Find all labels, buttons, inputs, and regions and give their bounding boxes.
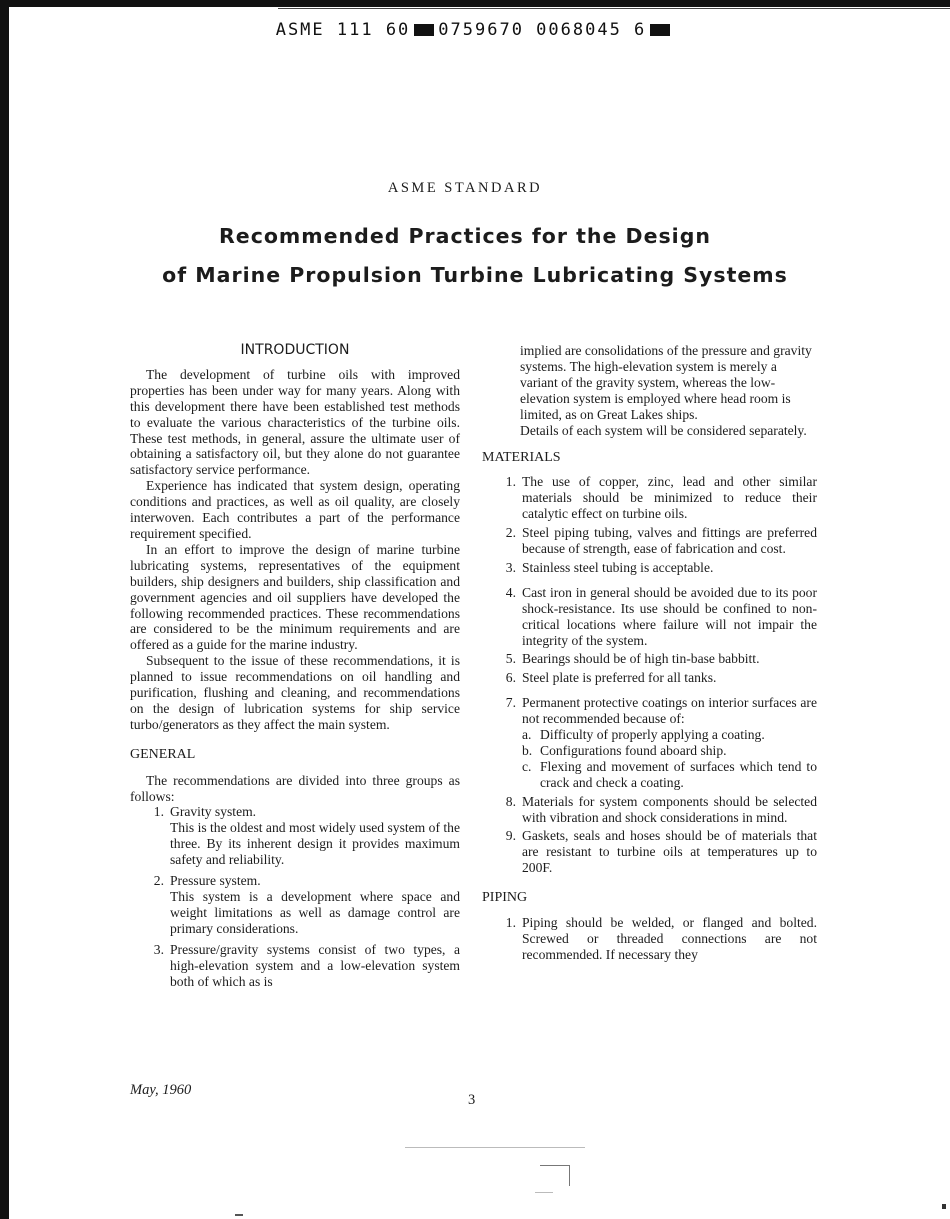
intro-paragraph: In an effort to improve the design of marine turbine lubricating systems, representatives of the equipment builders, ship designers and builders, ship classification and government agencies and oil suppliers have developed the following recommended practices. These recommendations are considered to be the minimum requirements and are offered as a guide for the marine industry. <box>130 541 460 653</box>
list-item: 4. Cast iron in general should be avoided due to its poor shock-resistance. Its use should be confined to non-critical locations where failure will not impair the integrity of the system. <box>505 584 817 648</box>
general-intro: The recommendations are divided into three groups as follows: <box>130 772 460 804</box>
document-title-line-1: Recommended Practices for the Design <box>219 224 711 248</box>
publication-date: May, 1960 <box>130 1082 192 1098</box>
list-item: 3. Pressure/gravity systems consist of two types, a high-elevation system and a low-elevation system both of which as is <box>153 941 460 989</box>
list-item: 8. Materials for system components should be selected with vibration and shock considerations in mind. <box>505 793 817 825</box>
piping-list <box>482 915 817 963</box>
sub-item: b. Configurations found aboard ship. <box>522 742 727 758</box>
list-item: 7. Permanent protective coatings on interior surfaces are not recommended because of: a. Difficulty of properly applying a coating. b. Configurations found aboard ship. c. Flexing and movement of surfaces which tend to crack and check a coating. <box>505 695 817 790</box>
item-title: Gravity system. <box>170 804 257 820</box>
scan-top-border <box>0 0 950 7</box>
scan-artifact <box>535 1192 553 1193</box>
scan-artifact <box>235 1214 243 1216</box>
general-list <box>130 804 460 989</box>
introduction-heading: INTRODUCTION <box>240 342 350 358</box>
list-item: 9. Gaskets, seals and hoses should be of materials that are resistant to turbine oils at temperatures up to 200F. <box>505 828 817 876</box>
item-text: Pressure/gravity systems consist of two types, a high-elevation system and a low-elevation system both of which as is <box>170 941 460 989</box>
materials-heading: MATERIALS <box>482 450 561 466</box>
page-number: 3 <box>468 1092 476 1108</box>
header-rule <box>278 8 950 9</box>
details-note: Details of each system will be considered separately. <box>520 422 807 438</box>
list-item: 1. The use of copper, zinc, lead and other similar materials should be minimized to reduce their catalytic effect on turbine oils. <box>505 474 817 522</box>
code-block-mark <box>414 24 434 36</box>
materials-list <box>482 474 817 876</box>
scan-artifact <box>405 1147 585 1148</box>
intro-paragraph: Experience has indicated that system design, operating conditions and practices, as well as oil quality, are closely interwoven. Each contributes a part of the performance requirement specified. <box>130 478 460 541</box>
scan-artifact <box>942 1204 946 1209</box>
sub-item: c. Flexing and movement of surfaces which tend to crack and check a coating. <box>522 758 817 790</box>
scan-artifact <box>540 1165 570 1166</box>
continued-text: implied are consolidations of the pressure and gravity systems. The high-elevation system is merely a variant of the gravity system, whereas the low-elevation system is employed where head room is limited, as on Great Lakes ships. <box>520 343 812 422</box>
piping-heading: PIPING <box>482 890 528 906</box>
list-item: 1. Piping should be welded, or flanged and bolted. Screwed or threaded connections are not recommended. If necessary they <box>505 915 817 962</box>
list-item: 1. Gravity system. This is the oldest and most widely used system of the three. By its inherent design it provides maximum safety and reliability. <box>153 804 460 868</box>
list-item: 6. Steel plate is preferred for all tanks. <box>505 670 717 686</box>
item-text: This is the oldest and most widely used system of the three. By its inherent design it provides maximum safety and reliability. <box>170 820 460 868</box>
standard-label: ASME STANDARD <box>387 180 543 196</box>
left-column <box>130 343 460 989</box>
sub-item: a. Difficulty of properly applying a coating. <box>522 727 765 743</box>
list-item: 2. Steel piping tubing, valves and fittings are preferred because of strength, ease of fabrication and cost. <box>505 525 817 556</box>
document-control-code: ASME 111 60 0759670 0068045 6 <box>0 20 950 40</box>
list-item: 3. Stainless steel tubing is acceptable. <box>505 559 714 575</box>
document-title-line-2: of Marine Propulsion Turbine Lubricating Systems <box>162 263 788 287</box>
list-item: 2. Pressure system. This system is a development where space and weight limitations as well as damage control are primary considerations. <box>153 873 460 936</box>
list-item: 5. Bearings should be of high tin-base babbitt. <box>505 651 760 667</box>
intro-paragraph: The development of turbine oils with improved properties has been under way for many years. Along with this development there have been established test methods to evaluate the various characteristics of the turbine oils. These test methods, in general, assure the ultimate user of obtaining a satisfactory oil, but they alone do not guarantee satisfactory service performance. <box>130 366 460 478</box>
intro-paragraph: Subsequent to the issue of these recommendations, it is planned to issue recommendations on oil handling and purification, flushing and cleaning, and recommendations on the design of lubrication systems for ship service turbo/generators as they affect the main system. <box>130 653 460 732</box>
general-heading: GENERAL <box>130 746 196 762</box>
scan-artifact <box>569 1166 570 1186</box>
item-title: Pressure system. <box>170 873 261 889</box>
item-text: This system is a development where space and weight limitations as well as damage control are primary considerations. <box>170 889 460 936</box>
right-column <box>482 343 817 963</box>
code-block-mark <box>650 24 670 36</box>
